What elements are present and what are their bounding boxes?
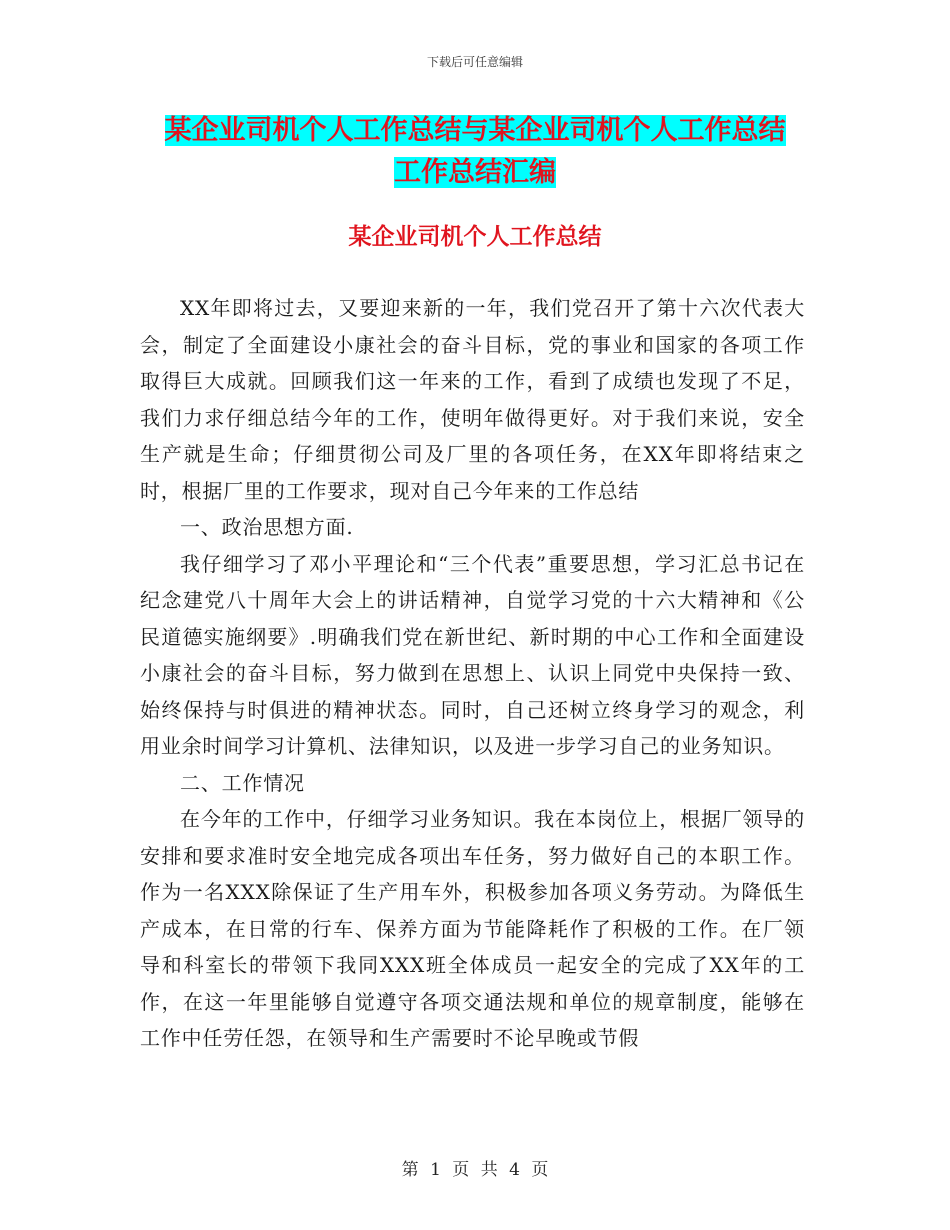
- paragraph-intro: XX年即将过去，又要迎来新的一年，我们党召开了第十六次代表大会，制定了全面建设小康社会的奋斗目标，党的事业和国家的各项工作取得巨大成就。回顾我们这一年来的工作，看到了成绩也发现了不足，我们力求仔细总结今年的工作，使明年做得更好。对于我们来说，安全生产就是生命；仔细贯彻公司及厂里的各项任务，在XX年即将结束之时，根据厂里的工作要求，现对自己今年来的工作总结: [140, 296, 805, 503]
- paragraph-politics: 我仔细学习了邓小平理论和“三个代表”重要思想，学习汇总书记在纪念建党八十周年大会上的讲话精神，自觉学习党的十六大精神和《公民道德实施纲要》.明确我们党在新世纪、新时期的中心工作和全面建设小康社会的奋斗目标，努力做到在思想上、认识上同党中央保持一致、始终保持与时俱进的精神状态。同时，自己还树立终身学习的观念，利用业余时间学习计算机、法律知识，以及进一步学习自己的业务知识。: [140, 551, 805, 758]
- main-title-line1: 某企业司机个人工作总结与某企业司机个人工作总结: [164, 115, 786, 146]
- main-title-line2: 工作总结汇编: [394, 157, 556, 188]
- main-title: [140, 110, 810, 194]
- header-note: 下载后可任意编辑: [426, 55, 523, 69]
- sub-title: 某企业司机个人工作总结: [348, 223, 602, 250]
- body-text: [140, 290, 805, 1057]
- page-number-footer: 第 1 页 共 4 页: [401, 1160, 549, 1180]
- section-heading-work: 二、工作情况: [180, 770, 305, 795]
- section-heading-politics: 一、政治思想方面.: [180, 515, 354, 539]
- paragraph-work: 在今年的工作中，仔细学习业务知识。我在本岗位上，根据厂领导的安排和要求准时安全地完成各项出车任务，努力做好自己的本职工作。作为一名XXX除保证了生产用车外，积极参加各项义务劳动。为降低生产成本，在日常的行车、保养方面为节能降耗作了积极的工作。在厂领导和科室长的带领下我同XXX班全体成员一起安全的完成了XX年的工作，在这一年里能够自觉遵守各项交通法规和单位的规章制度，能够在工作中任劳任怨，在领导和生产需要时不论早晚或节假: [140, 807, 805, 1050]
